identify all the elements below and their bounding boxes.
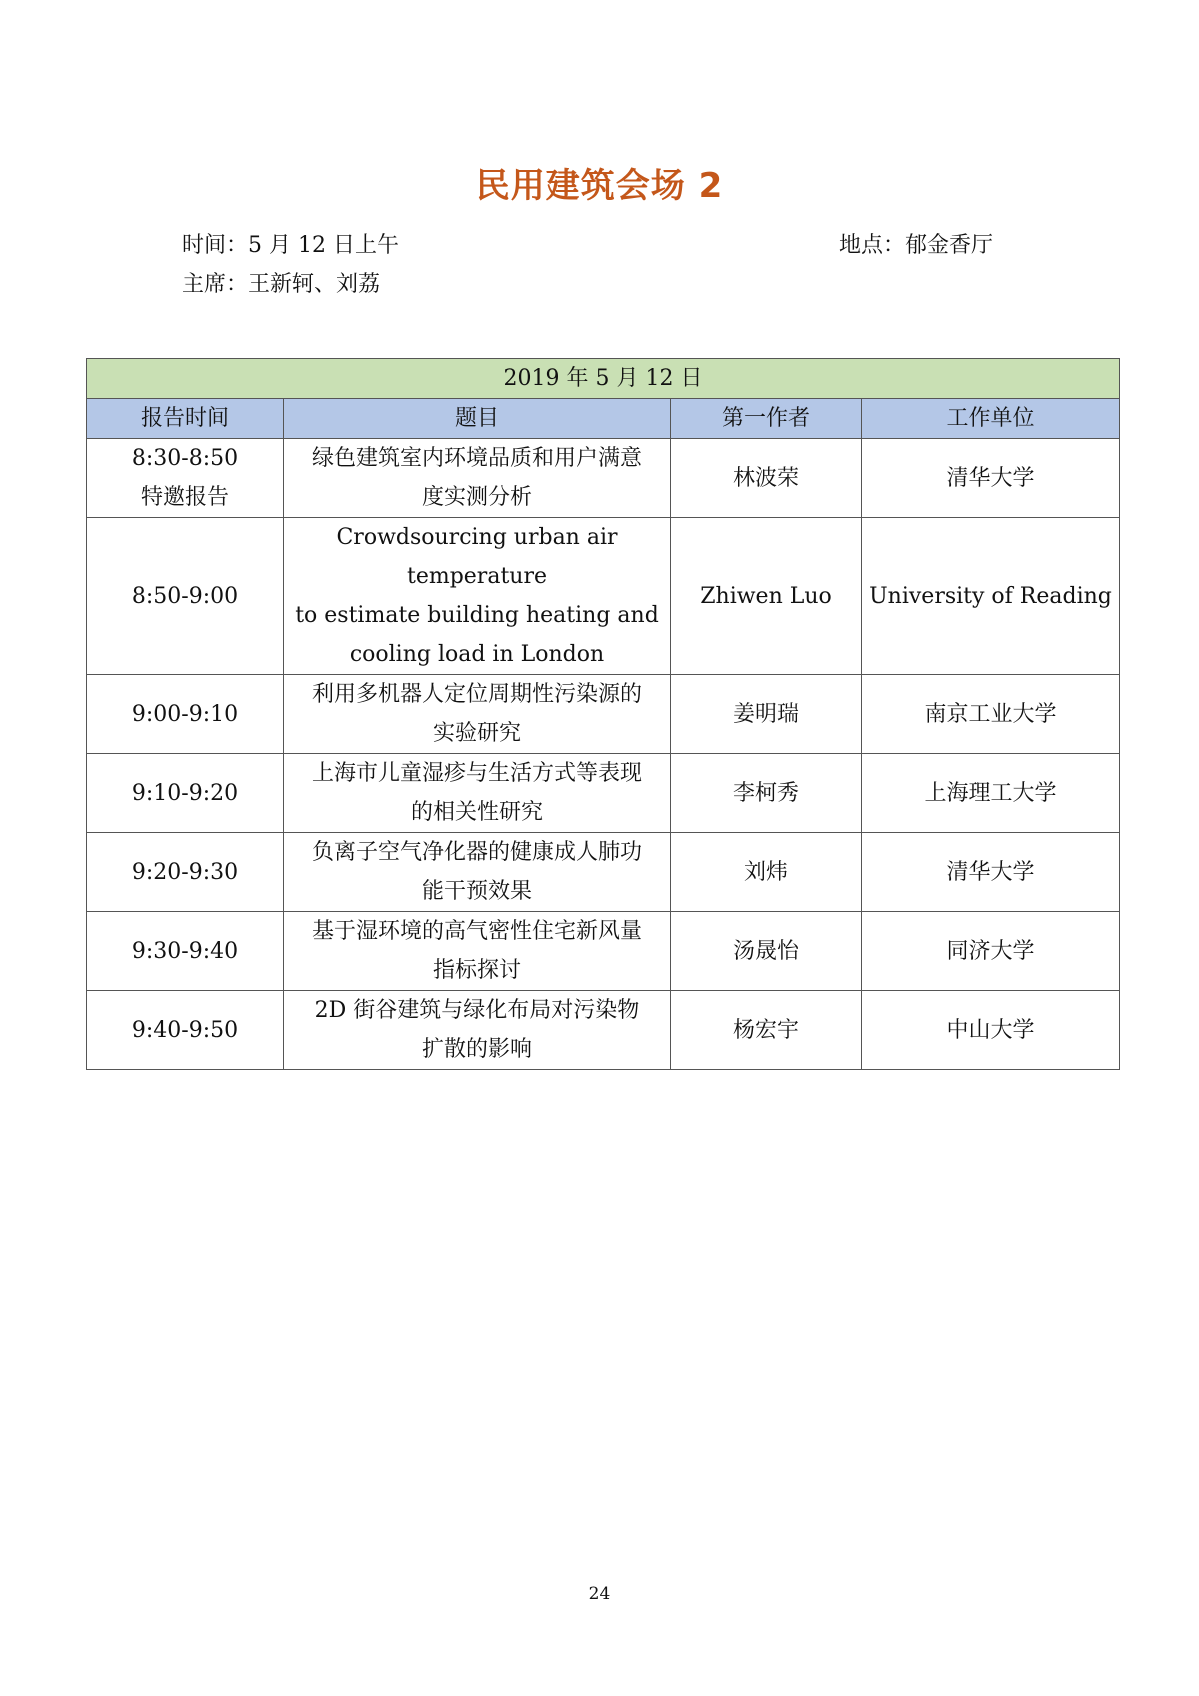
row-author: 林波荣: [671, 439, 862, 518]
row-author: 刘炜: [671, 833, 862, 912]
row-title-line: 度实测分析: [421, 485, 532, 510]
session-chair: 主席：王新轲、刘荔: [182, 272, 381, 297]
table-row: [87, 439, 1120, 518]
row-title-line: 的相关性研究: [410, 800, 543, 825]
row-affiliation: 同济大学: [862, 912, 1120, 991]
row-title-cell: [284, 439, 671, 518]
row-title-cell: [284, 518, 671, 675]
row-time: 9:10-9:20: [87, 754, 284, 833]
header-title: 题目: [284, 399, 671, 439]
row-title-cell: [284, 912, 671, 991]
row-time: 8:30-8:50: [131, 446, 239, 471]
table-date-row: [87, 359, 1120, 399]
row-title-line: Crowdsourcing urban air temperature: [336, 525, 618, 589]
row-affiliation: 中山大学: [862, 991, 1120, 1070]
table-date: 2019 年 5 月 12 日: [87, 359, 1120, 399]
row-affiliation: 南京工业大学: [862, 675, 1120, 754]
header-author: 第一作者: [671, 399, 862, 439]
row-time: 9:00-9:10: [87, 675, 284, 754]
row-author: 李柯秀: [671, 754, 862, 833]
row-title-line: cooling load in London: [349, 642, 605, 667]
header-time: 报告时间: [87, 399, 284, 439]
row-author: Zhiwen Luo: [671, 518, 862, 675]
row-title-line: 能干预效果: [421, 879, 532, 904]
row-title-line: 实验研究: [432, 721, 521, 746]
row-title-cell: [284, 991, 671, 1070]
page-title: 民用建筑会场 2: [475, 166, 724, 206]
row-time: 9:20-9:30: [87, 833, 284, 912]
row-time: 9:30-9:40: [87, 912, 284, 991]
row-affiliation: 清华大学: [862, 833, 1120, 912]
session-place: 地点：郁金香厅: [839, 233, 994, 258]
row-author: 杨宏宇: [671, 991, 862, 1070]
header-affiliation: 工作单位: [862, 399, 1120, 439]
row-title-line: 基于湿环境的高气密性住宅新风量: [311, 919, 642, 944]
row-time-cell: [87, 439, 284, 518]
row-title-line: 扩散的影响: [421, 1037, 532, 1062]
row-time: 8:50-9:00: [87, 518, 284, 675]
row-title-line: to estimate building heating and: [295, 603, 659, 628]
page-number: 24: [588, 1584, 611, 1604]
table-row: [87, 518, 1120, 675]
table-row: [87, 912, 1120, 991]
row-affiliation: 上海理工大学: [862, 754, 1120, 833]
row-title-cell: [284, 675, 671, 754]
row-title-line: 2D 街谷建筑与绿化布局对污染物: [314, 998, 640, 1023]
row-affiliation: 清华大学: [862, 439, 1120, 518]
row-author: 汤晟怡: [671, 912, 862, 991]
table-row: [87, 991, 1120, 1070]
row-time-note: 特邀报告: [140, 485, 229, 510]
row-title-cell: [284, 833, 671, 912]
row-title-line: 负离子空气净化器的健康成人肺功: [311, 840, 642, 865]
row-author: 姜明瑞: [671, 675, 862, 754]
row-title-line: 绿色建筑室内环境品质和用户满意: [311, 446, 642, 471]
row-affiliation: University of Reading: [862, 518, 1120, 675]
schedule-table: [86, 358, 1120, 1070]
table-row: [87, 754, 1120, 833]
session-time: 时间：5 月 12 日上午: [182, 233, 399, 258]
row-title-cell: [284, 754, 671, 833]
table-row: [87, 675, 1120, 754]
table-row: [87, 833, 1120, 912]
row-title-line: 利用多机器人定位周期性污染源的: [311, 682, 642, 707]
row-time: 9:40-9:50: [87, 991, 284, 1070]
row-title-line: 指标探讨: [432, 958, 521, 983]
row-title-line: 上海市儿童湿疹与生活方式等表现: [311, 761, 642, 786]
table-header-row: [87, 399, 1120, 439]
